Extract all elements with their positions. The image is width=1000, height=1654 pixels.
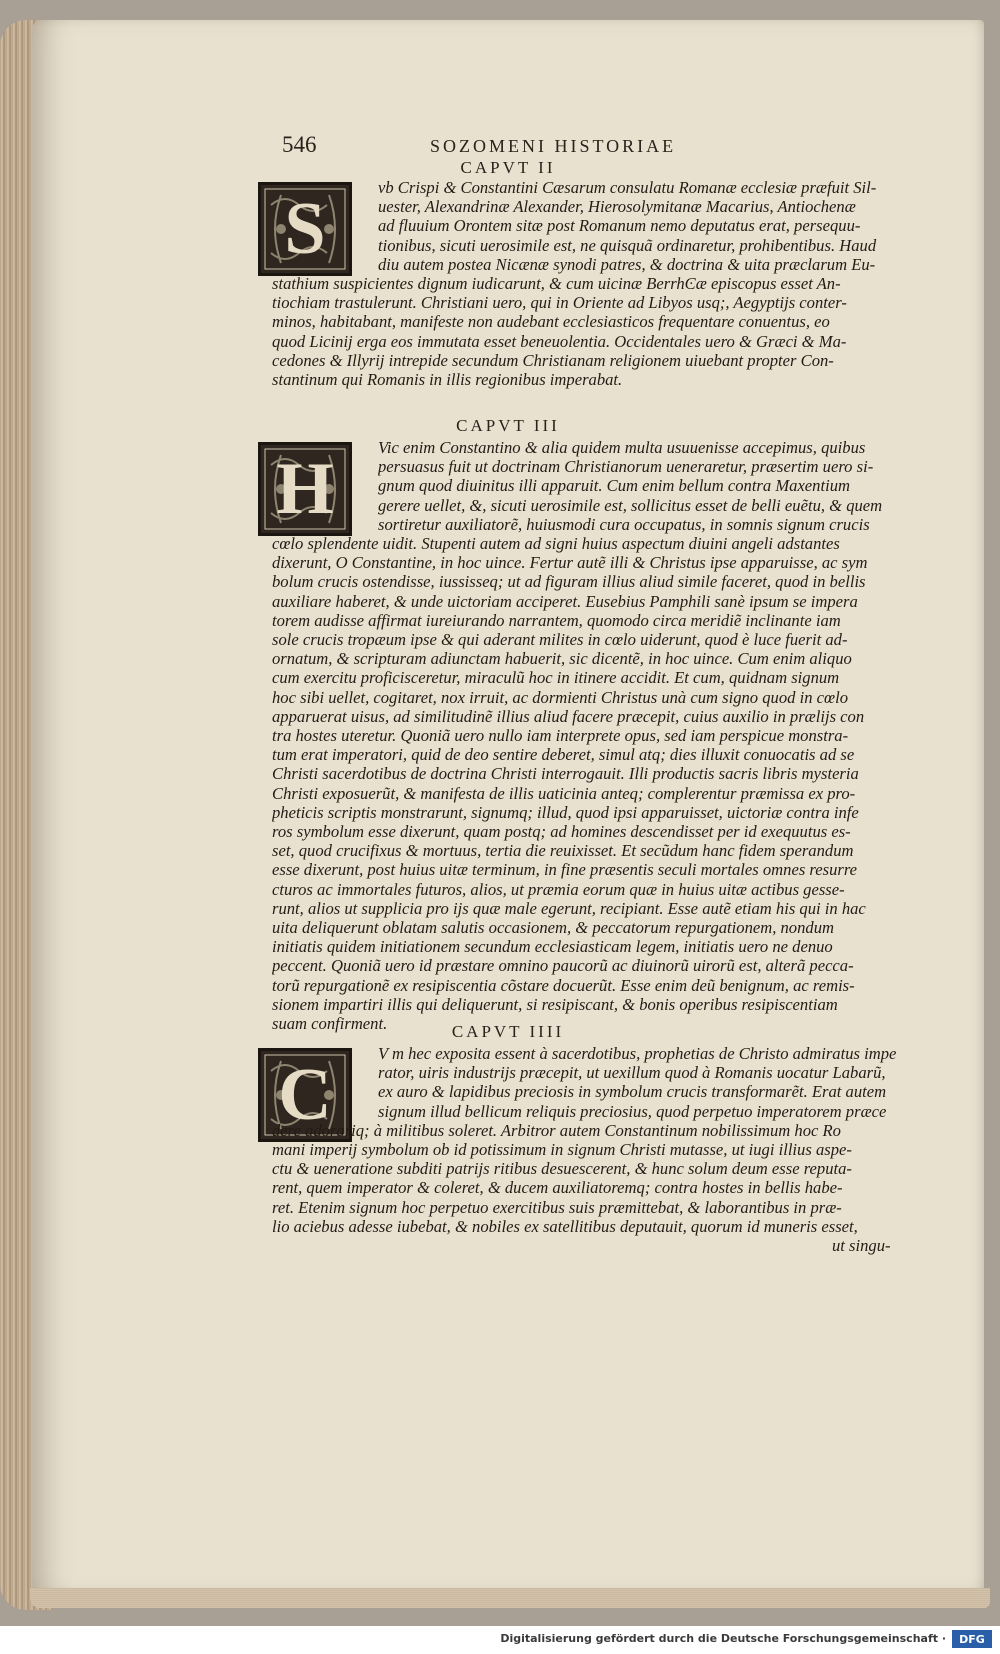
text-line: auxiliare haberet, & unde uictoriam acciperet. Eusebius Pamphili sanè ipsum se impera [272,591,858,611]
text-line: lio aciebus adesse iubebat, & nobiles ex satellitibus deputauit, quorum id muneris esset, [272,1216,858,1236]
text-line: Christi sacerdotibus de doctrina Christi interrogauit. Illi productis sacris libris mysteria [272,764,859,784]
text-line: cturos ac immortales futuros, alios, ut præmia eorum quæ in huius uitæ actibus gesse- [272,879,845,899]
book-bottom-edge [30,1588,990,1608]
running-head: SOZOMENI HISTORIAE [430,136,677,156]
text-line: ret. Etenim signum hoc perpetuo exercitibus suis præmittebat, & laborantibus in præ- [272,1197,842,1217]
text-line: cum exercitu proficisceretur, miraculũ hoc in itinere accidit. Et cum, quidnam signum [272,668,840,688]
text-line: minos, habitabant, manifeste non audebant ecclesiasticos frequentare conuentus, eo [272,312,830,332]
chapter-heading: CAPVT IIII [451,1022,565,1041]
text-line: sionem impartiri illis qui deliquerunt, si resipiscant, & bonis operibus resipiscentiam [272,994,838,1014]
text-line: dere adorariq; à militibus soleret. Arbitror autem Constantinum nobilissimum hoc Ro [272,1120,841,1140]
text-line: pheticis scriptis monstrarunt, signumq; illud, quod ipsi apparuisset, uictoriæ contra infe [272,802,859,822]
text-line: persuasus fuit ut doctrinam Christianorum ueneraretur, præsertim uero si- [378,457,874,477]
text-line: sortiretur auxiliatorẽ, huiusmodi cura occupatus, in somnis signum crucis [378,514,870,534]
text-line: signum illud bellicum reliquis preciosius, quod perpetuo imperatorem præce [378,1101,887,1121]
text-line: ctu & ueneratione subditi patrijs ritibus desuescerent, & hunc solum deum esse reputa- [272,1159,852,1179]
text-line: apparuerat uisus, ad similitudinẽ illius aliud facere præcepit, cuius auxilio in prælijs con [272,706,865,726]
text-line: Christi exposuerũt, & manifesta de illis uaticinia anteq; complerentur præmissa ex pro- [272,783,856,803]
text-line: initiatis quidem initiationem secundum ecclesiasticam legem, initiatis uero ne denuo [272,937,833,957]
funding-notice: Digitalisierung gefördert durch die Deutsche Forschungsgemeinschaft · [500,1632,946,1645]
text-line: runt, alios ut supplicia pro ijs quæ male egerunt, recipiant. Esse autẽ etiam his qui in hac [272,898,866,918]
text-line: suam confirment. [272,1014,388,1033]
text-line: ornatum, & scripturam adiunctam habuerit, sic dicentẽ, in hoc uince. Cum enim aliquo [272,649,852,669]
decorated-initial [258,442,352,536]
text-line: cœlo splendente uidit. Stupenti autem ad signi huius aspectum diuini angeli adstantes [272,534,840,553]
text-line: tum erat imperatori, quid de deo sentire deberet, simul atq; dies illuxit conuocatis ad se [272,745,855,765]
text-line: tionibus, sicuti uerosimile est, ne quisquã ordinaretur, prohibentibus. Haud [378,235,877,255]
text-line: stathium suspicientes dignum iudicarunt, & cum uicinæ BerrhϾæ episcopus esset An- [272,274,841,293]
text-line: ex auro & lapidibus preciosis in symbolum crucis transformarẽt. Erat autem [378,1082,887,1102]
text-line: gerere uellet, &, sicuti uerosimile est, sollicitus esset de belli euẽtu, & quem [378,495,883,515]
text-line: V m hec exposita essent à sacerdotibus, prophetias de Christo admiratus impe [378,1044,897,1063]
dfg-logo: DFG [952,1630,992,1648]
text-line: Vic enim Constantino & alia quidem multa usuuenisse accepimus, quibus [378,438,866,457]
text-line: ut singu- [832,1236,891,1255]
decorated-initial [258,182,352,276]
text-line: bolum crucis ostendisse, iussisseq; ut ad figuram illius aliud simile faceret, quod in bellis [272,572,866,592]
text-line: rent, quem imperator & coleret, & ducem auxiliatoremq; contra hostes in bellis habe- [272,1178,843,1198]
text-line: dixerunt, O Constantine, in hoc uince. Fertur autẽ illi & Christus ipse apparuisse, ac sym [272,553,868,573]
text-line: cedones & Illyrij intrepide secundum Christianam religionem uiuebant propter Con- [272,350,834,370]
text-line: vb Crispi & Constantini Cæsarum consulatu Romanæ ecclesiæ præfuit Sil- [378,178,877,197]
initial-letter: S [284,187,326,270]
text-line: uita deliquerunt oblatam salutis occasionem, & peccatorum repurgationem, nondum [272,918,834,937]
text-line: tiochiam trastulerunt. Christiani uero, qui in Oriente ad Libyos usq;, Aegyptijs conter- [272,293,847,313]
book-page [32,20,984,1592]
text-line: set, quod crucifixus & mortuus, tertia die reuixisset. Et secũdum hanc fidem sperandum [272,841,854,861]
initial-letter: C [278,1053,332,1136]
text-line: torũ repurgationẽ ex resipiscentia cõstare docuerũt. Esse enim deũ benignum, ac remis- [272,975,855,995]
text-line: rator, uiris industrijs præcepit, ut uexillum quod à Romanis uocatur Labarũ, [378,1063,886,1083]
initial-letter: H [276,447,334,530]
text-line: mani imperij symbolum ob id potissimum in signum Christi mutasse, ut iugi illius aspe- [272,1140,852,1159]
text-line: stantinum qui Romanis in illis regionibus imperabat. [272,370,623,389]
footer-bar [0,1626,1000,1654]
text-line: hoc sibi uellet, cogitaret, nox irruit, ac dormienti Christus unà cum signo quod in cœlo [272,687,848,707]
chapter-heading: CAPVT II [460,158,556,177]
text-line: quod Licinij erga eos immutata esset beneuolentia. Occidentales uero & Græci & Ma- [272,331,847,351]
chapter-heading: CAPVT III [456,416,560,435]
text-line: ad fluuium Orontem sitæ post Romanum nemo deputatus erat, persequu- [378,216,861,236]
text-line: torem audisse affirmat iureiurando narrantem, quomodo circa meridiẽ inclinante iam [272,610,841,630]
text-line: sole crucis tropæum ipse & qui aderant milites in cœlo uiderunt, quod è luce fuerit ad- [272,630,848,649]
text-line: ros symbolum esse dixerunt, quam postq; ad homines descendisset per id exequutus es- [272,822,851,841]
text-line: diu autem postea Nicænæ synodi patres, & doctrina & uita præclarum Eu- [378,254,876,274]
text-line: gnum quod diuinitus illi apparuit. Cum enim bellum contra Maxentium [378,476,850,496]
text-line: uester, Alexandrinæ Alexander, Hierosolymitanæ Macarius, Antiochenæ [378,197,856,217]
text-line: tra hostes uteretur. Quoniã uero nullo iam interprete opus, sed iam perspicue monstra- [272,726,849,745]
text-line: esse dixerunt, post huius uitæ terminum, in fine præsentis seculi mortales omnes resurre [272,860,858,880]
text-line: peccent. Quoniã uero id præstare omnino paucorũ ac diuinorũ uirorũ est, alterã pecca- [272,956,854,976]
folio-number: 546 [282,132,317,157]
